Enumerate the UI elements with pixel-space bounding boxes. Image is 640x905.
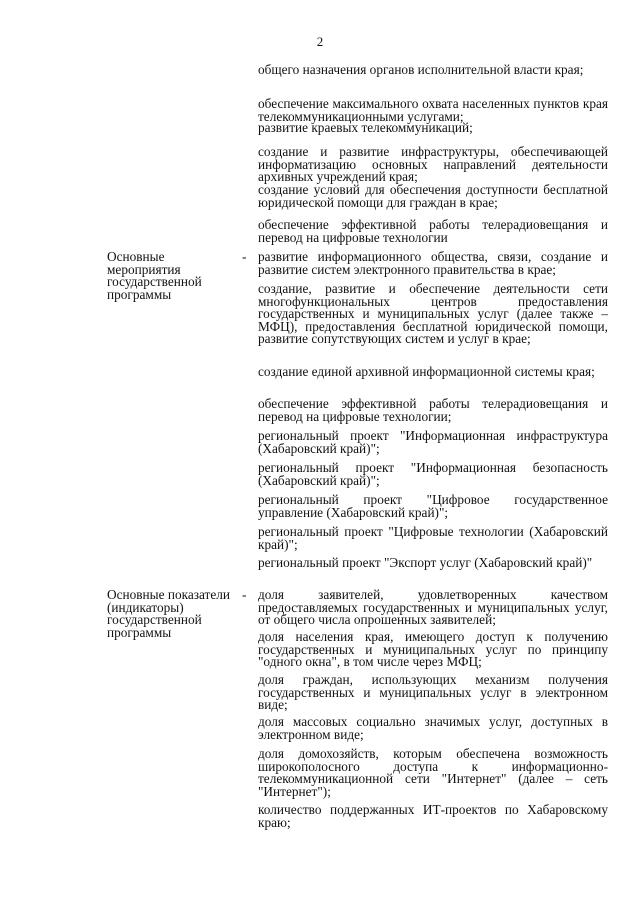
paragraph: развитие краевых телекоммуникаций; [258, 120, 473, 135]
paragraph: общего назначения органов исполнительной власти края; [258, 62, 584, 77]
list-item: создание, развитие и обеспечение деятельности сети многофункциональных центров предоставления государственных и муниципальных услуг (далее также – МФЦ), предоставления бесплатной юридической помощи, развитие сопутствующих систем и услуг в крае; [258, 281, 608, 347]
list-item: доля населения края, имеющего доступ к получению государственных и муниципальных услуг по принципу "одного окна", в том числе через МФЦ; [258, 629, 608, 670]
list-item: региональный проект "Информационная инфраструктура (Хабаровский край)"; [258, 428, 608, 456]
list-item: доля массовых социально значимых услуг, доступных в электронном виде; [258, 714, 608, 742]
list-item: количество поддержанных ИТ-проектов по Хабаровскому краю; [258, 802, 608, 830]
list-item: доля домохозяйств, которым обеспечена возможность широкополосного доступа к информационно-телекоммуникационной сети "Интернет" (далее – сеть "Интернет"); [258, 746, 608, 799]
section-label-indicators: Основные показатели (индикаторы) государственной программы [107, 587, 231, 640]
section-dash: - [242, 587, 247, 602]
list-item: доля граждан, использующих механизм получения государственных и муниципальных услуг в электронном виде; [258, 672, 608, 713]
list-item: региональный проект "Экспорт услуг (Хабаровский край)" [258, 555, 593, 570]
list-item: доля заявителей, удовлетворенных качеством предоставляемых государственных и муниципальных услуг, от общего числа опрошенных заявителей; [258, 587, 608, 628]
list-item: региональный проект "Цифровые технологии (Хабаровский край)"; [258, 524, 608, 552]
paragraph: обеспечение эффективной работы телерадиовещания и перевод на цифровые технологии [258, 217, 608, 245]
list-item: создание единой архивной информационной системы края; [258, 364, 595, 379]
list-item: развитие информационного общества, связи, создание и развитие систем электронного правительства в крае; [258, 249, 608, 277]
paragraph: создание условий для обеспечения доступности бесплатной юридической помощи для граждан в крае; [258, 182, 608, 210]
section-label-events: Основные мероприятия государственной программы [107, 249, 202, 302]
paragraph: обеспечение максимального охвата населенных пунктов края телекоммуникационными услугами; [258, 96, 608, 124]
list-item: обеспечение эффективной работы телерадиовещания и перевод на цифровые технологии; [258, 396, 608, 424]
paragraph: создание и развитие инфраструктуры, обеспечивающей информатизацию основных направлений деятельности архивных учреждений края; [258, 144, 608, 185]
page-number: 2 [316, 34, 324, 49]
list-item: региональный проект "Информационная безопасность (Хабаровский край)"; [258, 460, 608, 488]
section-dash: - [242, 249, 247, 264]
list-item: региональный проект "Цифровое государственное управление (Хабаровский край)"; [258, 492, 608, 520]
